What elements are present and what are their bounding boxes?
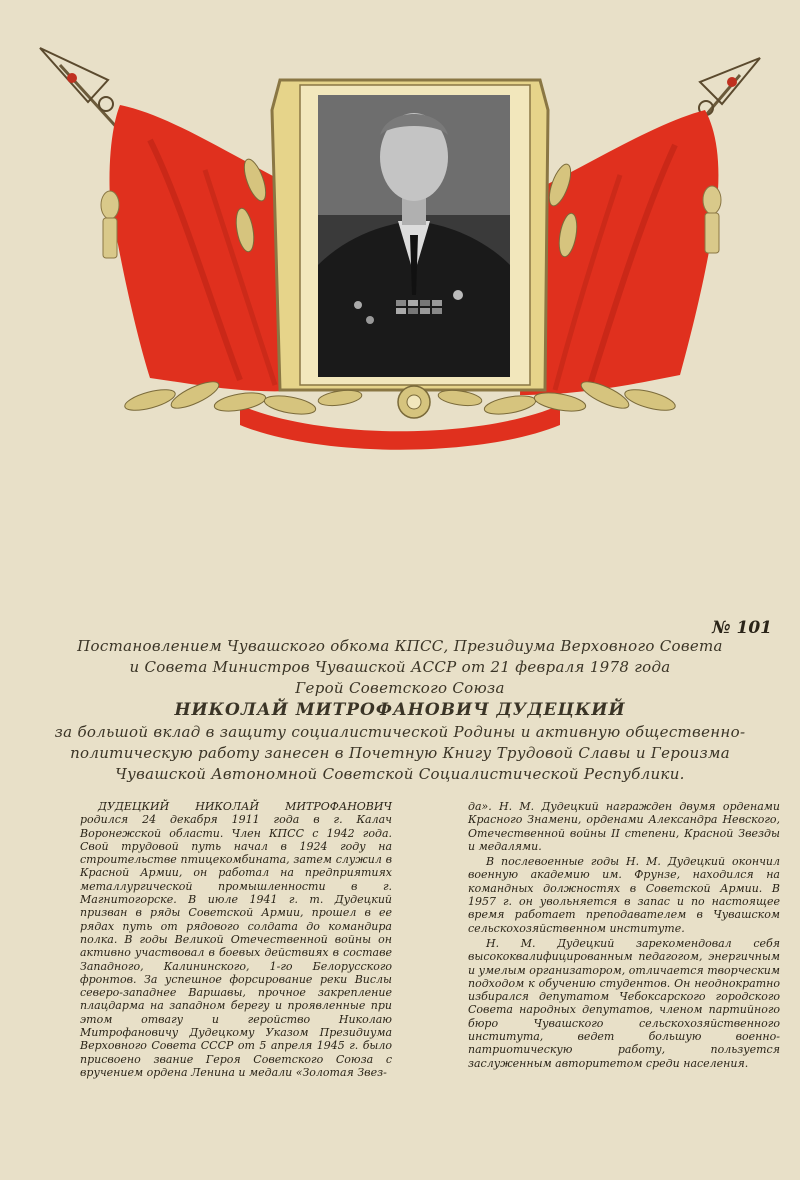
resolution-header [40, 636, 760, 785]
hero-title: Герой Советского Союза [295, 679, 505, 697]
header-line-2: и Совета Министров Чувашской АССР от 21 февраля 1978 года [129, 658, 671, 676]
right-red-flag [520, 110, 718, 395]
biography-paragraph: да». Н. М. Дудецкий награжден двумя орденами Красного Знамени, орденами Александра Невского, Отечественной войны II степени, Красной Звезды и медалями. [468, 800, 780, 853]
portrait-photo [318, 95, 510, 377]
header-line-4: политическую работу занесен в Почетную Книгу Трудовой Славы и Героизма [70, 744, 730, 762]
header-line-3: за большой вклад в защиту социалистической Родины и активную общественно- [54, 723, 746, 741]
right-tassel [703, 186, 721, 253]
biography-columns [80, 800, 780, 1090]
biography-paragraph: ДУДЕЦКИЙ НИКОЛАЙ МИТРОФАНОВИЧ родился 24 декабря 1911 года в г. Калач Воронежской области. Член КПСС с 1942 года. Свой трудовой путь начал в 1924 году на строительстве птицекомбината, затем служил в Красной Армии, он работал на предприятиях металлургической промышленности в г. Магнитогорске. В июле 1941 г. т. Дудецкий призван в ряды Советской Армии, прошел в ее рядах путь от рядового солдата до командира полка. В годы Великой Отечественной войны он активно участвовал в боевых действиях в составе Западного, Калининского, 1-го Белорусского фронтов. За успешное форсирование реки Вислы северо-западнее Варшавы, прочное закрепление плацдарма на западном берегу и проявленные при этом отвагу и геройство Николаю Митрофановичу Дудецкому Указом Президиума Верховного Совета СССР от 5 апреля 1945 г. было присвоено звание Героя Советского Союза с вручением ордена Ленина и медали «Золотая Звез- [80, 800, 392, 1079]
biography-paragraph: Н. М. Дудецкий зарекомендовал себя высококвалифицированным педагогом, энергичным и умелым организатором, отличается творческим подходом к обучению студентов. Он неоднократно избирался депутатом Чебоксарского городского Совета народных депутатов, членом партийного бюро Чувашского сельскохозяйственного института, ведет большую военно-патриотическую работу, пользуется заслуженным авторитетом среди населения. [468, 936, 780, 1070]
biography-right-column [468, 800, 780, 1090]
header-line-1: Постановлением Чувашского обкома КПСС, Президиума Верховного Совета [77, 637, 723, 655]
header-line-5: Чувашской Автономной Советской Социалистической Республики. [115, 765, 685, 783]
certificate-number: № 101 [712, 618, 772, 638]
center-ornament-icon [398, 386, 430, 418]
biography-paragraph: В послевоенные годы Н. М. Дудецкий окончил военную академию им. Фрунзе, находился на командных должностях в Советской Армии. В 1957 г. он увольняется в запас и по настоящее время работает преподавателем в Чувашском сельскохозяйственном институте. [468, 855, 780, 935]
left-tassel [101, 191, 119, 258]
left-spear-tip-icon [40, 48, 113, 111]
hero-name: НИКОЛАЙ МИТРОФАНОВИЧ ДУДЕЦКИЙ [174, 700, 626, 720]
biography-left-column [80, 800, 392, 1090]
